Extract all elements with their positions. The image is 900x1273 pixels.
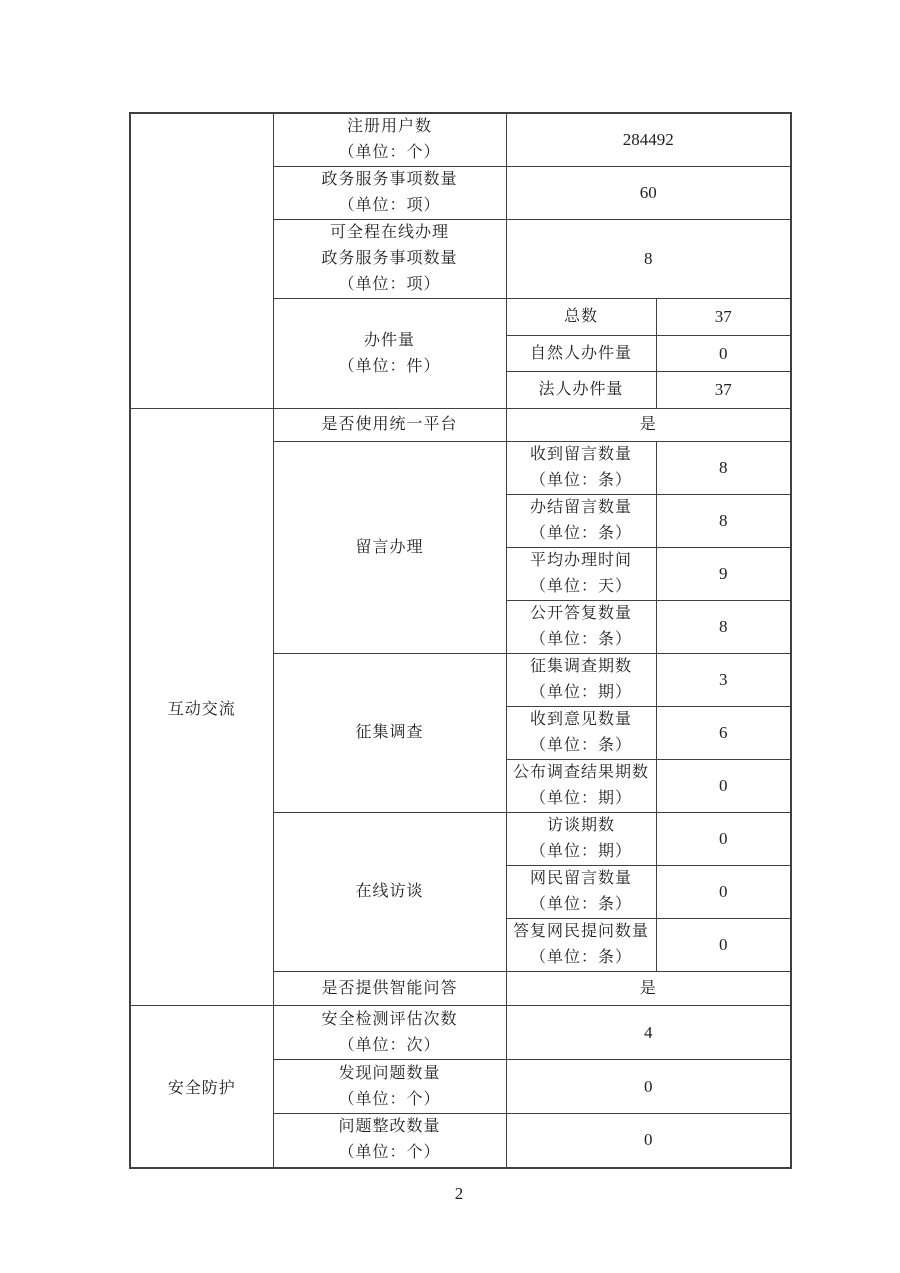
unit-line: （单位：次） (338, 1036, 441, 1054)
label-line: 公布调查结果期数 (512, 764, 649, 781)
label-case-total: 总数 (506, 299, 656, 336)
value-survey-issues: 3 (656, 654, 791, 707)
label-problems-found (273, 1060, 506, 1114)
label-line: 收到留言数量 (529, 446, 632, 463)
value-netizen-messages: 0 (656, 866, 791, 919)
label-line: 发现问题数量 (338, 1064, 441, 1082)
value-interview-issues: 0 (656, 813, 791, 866)
table-row (130, 409, 791, 442)
table-row (130, 1006, 791, 1060)
label-line: 网民留言数量 (529, 870, 632, 887)
label-message-handling: 留言办理 (273, 442, 506, 654)
label-line: 征集调查期数 (529, 658, 632, 675)
value-problems-rectified: 0 (506, 1114, 791, 1168)
value-problems-found: 0 (506, 1060, 791, 1114)
label-problems-rectified (273, 1114, 506, 1168)
value-case-total: 37 (656, 299, 791, 336)
value-unified-platform: 是 (506, 409, 791, 442)
unit-line: （单位：条） (529, 896, 632, 913)
label-line: 答复网民提问数量 (512, 923, 649, 940)
label-opinions-received (506, 707, 656, 760)
value-messages-received: 8 (656, 442, 791, 495)
unit-line: （单位：期） (529, 790, 632, 807)
category-cell-blank (130, 113, 273, 409)
label-messages-received (506, 442, 656, 495)
category-cell-security: 安全防护 (130, 1006, 273, 1168)
label-line: 注册用户数 (346, 118, 432, 135)
label-line: 办结留言数量 (529, 499, 632, 516)
label-survey: 征集调查 (273, 654, 506, 813)
unit-line: （单位：项） (338, 197, 441, 214)
label-line: 政务服务事项数量 (321, 250, 458, 267)
unit-line: （单位：条） (529, 949, 632, 966)
label-line: 安全检测评估次数 (321, 1010, 458, 1028)
value-public-replies: 8 (656, 601, 791, 654)
label-netizen-messages (506, 866, 656, 919)
unit-line: （单位：条） (529, 525, 632, 542)
label-case-volume (273, 299, 506, 409)
value-case-natural-person: 0 (656, 336, 791, 372)
label-security-assessments (273, 1006, 506, 1060)
value-survey-results-published: 0 (656, 760, 791, 813)
value-case-legal-person: 37 (656, 372, 791, 409)
label-case-legal-person: 法人办件量 (506, 372, 656, 409)
label-line: 可全程在线办理 (329, 224, 449, 241)
label-messages-completed (506, 495, 656, 548)
label-netizen-questions-answered (506, 919, 656, 972)
value-smart-qa: 是 (506, 972, 791, 1006)
label-line: 访谈期数 (546, 817, 615, 834)
value-netizen-questions-answered: 0 (656, 919, 791, 972)
label-public-replies (506, 601, 656, 654)
unit-line: （单位：条） (529, 737, 632, 754)
value-full-online-items: 8 (506, 220, 791, 299)
value-opinions-received: 6 (656, 707, 791, 760)
unit-line: （单位：个） (338, 1144, 441, 1162)
unit-line: （单位：个） (338, 144, 441, 161)
label-unified-platform: 是否使用统一平台 (273, 409, 506, 442)
label-line: 政务服务事项数量 (321, 171, 458, 188)
label-survey-results-published (506, 760, 656, 813)
label-average-handling-time (506, 548, 656, 601)
unit-line: （单位：期） (529, 843, 632, 860)
value-registered-users: 284492 (506, 113, 791, 167)
label-interview-issues (506, 813, 656, 866)
label-survey-issues (506, 654, 656, 707)
label-registered-users (273, 113, 506, 167)
value-messages-completed: 8 (656, 495, 791, 548)
label-line: 问题整改数量 (338, 1118, 441, 1136)
value-average-handling-time: 9 (656, 548, 791, 601)
unit-line: （单位：条） (529, 472, 632, 489)
page-number: 2 (454, 1184, 464, 1203)
table-row (130, 113, 791, 167)
value-gov-service-items: 60 (506, 167, 791, 220)
label-gov-service-items (273, 167, 506, 220)
label-line: 收到意见数量 (529, 711, 632, 728)
unit-line: （单位：个） (338, 1090, 441, 1108)
unit-line: （单位：条） (529, 631, 632, 648)
label-full-online-items (273, 220, 506, 299)
category-cell-interaction: 互动交流 (130, 409, 273, 1006)
unit-line: （单位：件） (338, 357, 441, 375)
annual-report-table (129, 112, 792, 1169)
unit-line: （单位：项） (338, 276, 441, 293)
label-online-interview: 在线访谈 (273, 813, 506, 972)
unit-line: （单位：期） (529, 684, 632, 701)
label-line: 平均办理时间 (529, 552, 632, 569)
label-case-natural-person: 自然人办件量 (506, 336, 656, 372)
value-security-assessments: 4 (506, 1006, 791, 1060)
label-smart-qa: 是否提供智能问答 (273, 972, 506, 1006)
label-line: 办件量 (363, 331, 415, 349)
label-line: 公开答复数量 (529, 605, 632, 622)
unit-line: （单位：天） (529, 578, 632, 595)
